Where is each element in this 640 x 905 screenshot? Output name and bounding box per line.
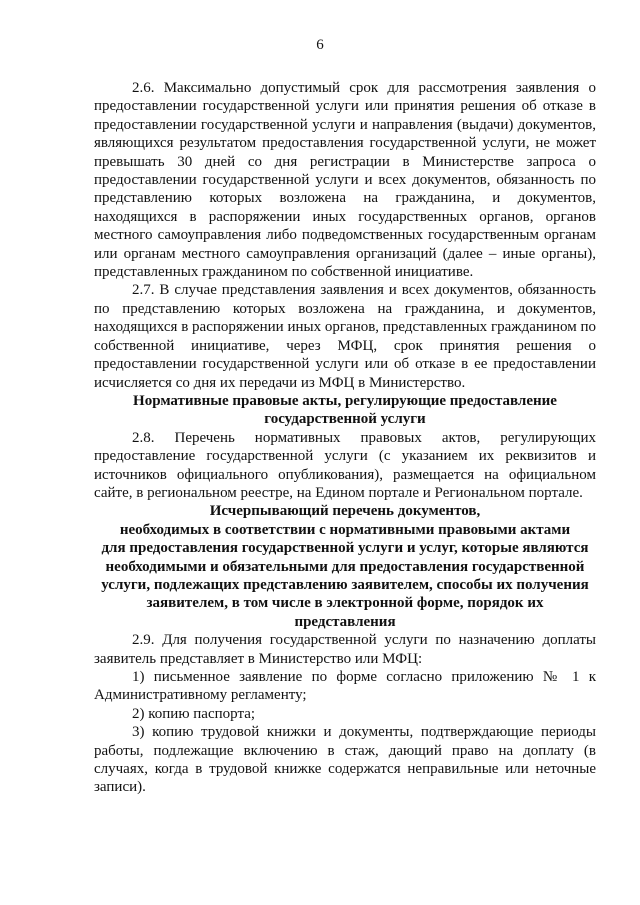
section-heading-regulatory-acts [94,392,596,429]
list-item-passport-copy: 2) копию паспорта; [132,705,256,722]
heading-line: Нормативные правовые акты, регулирующие предоставление [133,392,557,409]
heading-line: представления [294,613,396,630]
heading-line: для предоставления государственной услуги и услуг, которые являются [101,540,589,557]
section-heading-documents-list [94,502,596,631]
page-number: 6 [316,37,324,53]
heading-line: заявителем, в том числе в электронной форме, порядок их [146,595,544,612]
paragraph-2-6: 2.6. Максимально допустимый срок для рассмотрения заявления о предоставлении государственной услуги или принятия решения об отказе в предоставлении государственной услуги и направления (выдачи) документов, являющихся результатом предоставления государственной услуги, не может превышать 30 дней со дня регистрации в Министерстве запроса о предоставлении государственной услуги и всех документов, обязанность по представлению которых возложена на гражданина, и документов, находящихся в распоряжении иных государственных органов, органов местного самоуправления либо подведомственных государственным органам или органам местного самоуправления организаций (далее – иные органы), представленных гражданином по собственной инициативе. [94,80,596,281]
heading-line: необходимыми и обязательными для предоставления государственной [105,558,585,575]
list-item-application-form: 1) письменное заявление по форме согласно приложению № 1 к Административному регламенту; [94,669,596,704]
heading-line: государственной услуги [264,411,426,428]
paragraph-2-7: 2.7. В случае представления заявления и всех документов, обязанность по представлению которых возложена на гражданина, и документов, находящихся в распоряжении иных органов, представленных гражданином по собственной инициативе, через МФЦ, срок принятия решения о предоставлении государственной услуги или об отказе в ее предоставлении исчисляется со дня их передачи из МФЦ в Министерство. [94,282,596,391]
document-body [94,79,596,797]
heading-line: услуги, подлежащих представлению заявителем, способы их получения [101,576,589,593]
paragraph-2-8: 2.8. Перечень нормативных правовых актов, регулирующих предоставление государственной услуги (с указанием их реквизитов и источников официального опубликования), размещается на официальном сайте, в региональном реестре, на Едином портале и Региональном портале. [94,429,596,501]
list-item-employment-record: 3) копию трудовой книжки и документы, подтверждающие периоды работы, подлежащие включению в стаж, дающий право на доплату (в случаях, когда в трудовой книжке содержатся неправильные или неточные записи). [94,724,596,796]
heading-line: Исчерпывающий перечень документов, [209,503,481,520]
paragraph-2-9: 2.9. Для получения государственной услуги по назначению доплаты заявитель представляет в Министерство или МФЦ: [94,632,596,667]
heading-line: необходимых в соответствии с нормативными правовыми актами [119,521,571,538]
